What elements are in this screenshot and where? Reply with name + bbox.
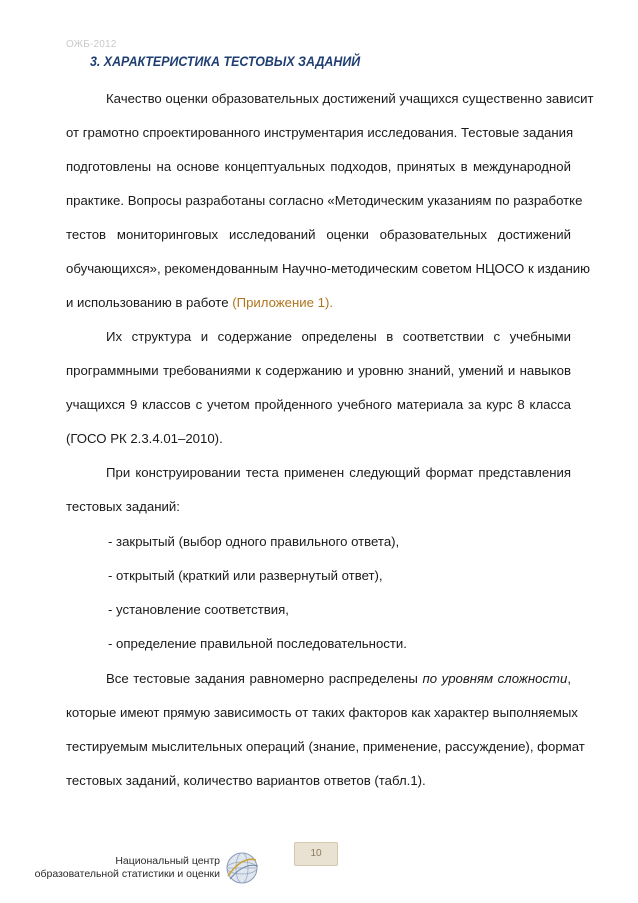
paragraph-line: программными требованиями к содержанию и уровню знаний, умений и навыков (66, 363, 571, 378)
paragraph-line: тестируемым мыслительных операций (знание, применение, рассуждение), формат (66, 739, 585, 754)
list-item: - определение правильной последовательности. (108, 636, 407, 651)
globe-logo-icon (222, 848, 262, 888)
paragraph-line (66, 670, 571, 688)
footer-org-line: Национальный центр (115, 855, 220, 867)
paragraph-line: обучающихся», рекомендованным Научно-методическим советом НЦОСО к изданию (66, 261, 591, 276)
paragraph-line: которые имеют прямую зависимость от таких факторов как характер выполняемых (66, 705, 578, 720)
section-title: 3. ХАРАКТЕРИСТИКА ТЕСТОВЫХ ЗАДАНИЙ (90, 54, 361, 69)
paragraph-line: Качество оценки образовательных достижений учащихся существенно зависит (106, 91, 594, 106)
page-number: 10 (294, 842, 338, 866)
paragraph-line: При конструировании теста применен следующий формат представления (106, 465, 571, 480)
paragraph-line (66, 294, 571, 312)
paragraph-line: учащихся 9 классов с учетом пройденного учебного материала за курс 8 класса (66, 397, 571, 412)
paragraph-line: практике. Вопросы разработаны согласно «Методическим указаниям по разработке (66, 193, 583, 208)
header-tag: ОЖБ-2012 (66, 39, 117, 50)
paragraph-line: тестовых заданий, количество вариантов ответов (табл.1). (66, 773, 426, 788)
emphasis-text: по уровням сложности (422, 671, 568, 686)
footer-org-line: образовательной статистики и оценки (34, 868, 220, 880)
paragraph-line: Их структура и содержание определены в соответствии с учебными (106, 329, 571, 344)
footer-org-name (30, 855, 220, 881)
list-item: - закрытый (выбор одного правильного ответа), (108, 534, 400, 549)
appendix-link[interactable]: (Приложение 1). (232, 295, 333, 310)
paragraph-line: подготовлены на основе концептуальных подходов, принятых в международной (66, 159, 571, 174)
list-item: - открытый (краткий или развернутый ответ), (108, 568, 383, 583)
paragraph-text: и использованию в работе (66, 295, 233, 310)
paragraph-line: от грамотно спроектированного инструментария исследования. Тестовые задания (66, 125, 574, 140)
paragraph-line: тестов мониторинговых исследований оценки образовательных достижений (66, 227, 571, 242)
list-item: - установление соответствия, (108, 602, 289, 617)
paragraph-line: (ГОСО РК 2.3.4.01–2010). (66, 431, 223, 446)
paragraph-line: тестовых заданий: (66, 499, 180, 514)
paragraph-text: , (567, 671, 571, 686)
paragraph-text: Все тестовые задания равномерно распределены (106, 671, 423, 686)
